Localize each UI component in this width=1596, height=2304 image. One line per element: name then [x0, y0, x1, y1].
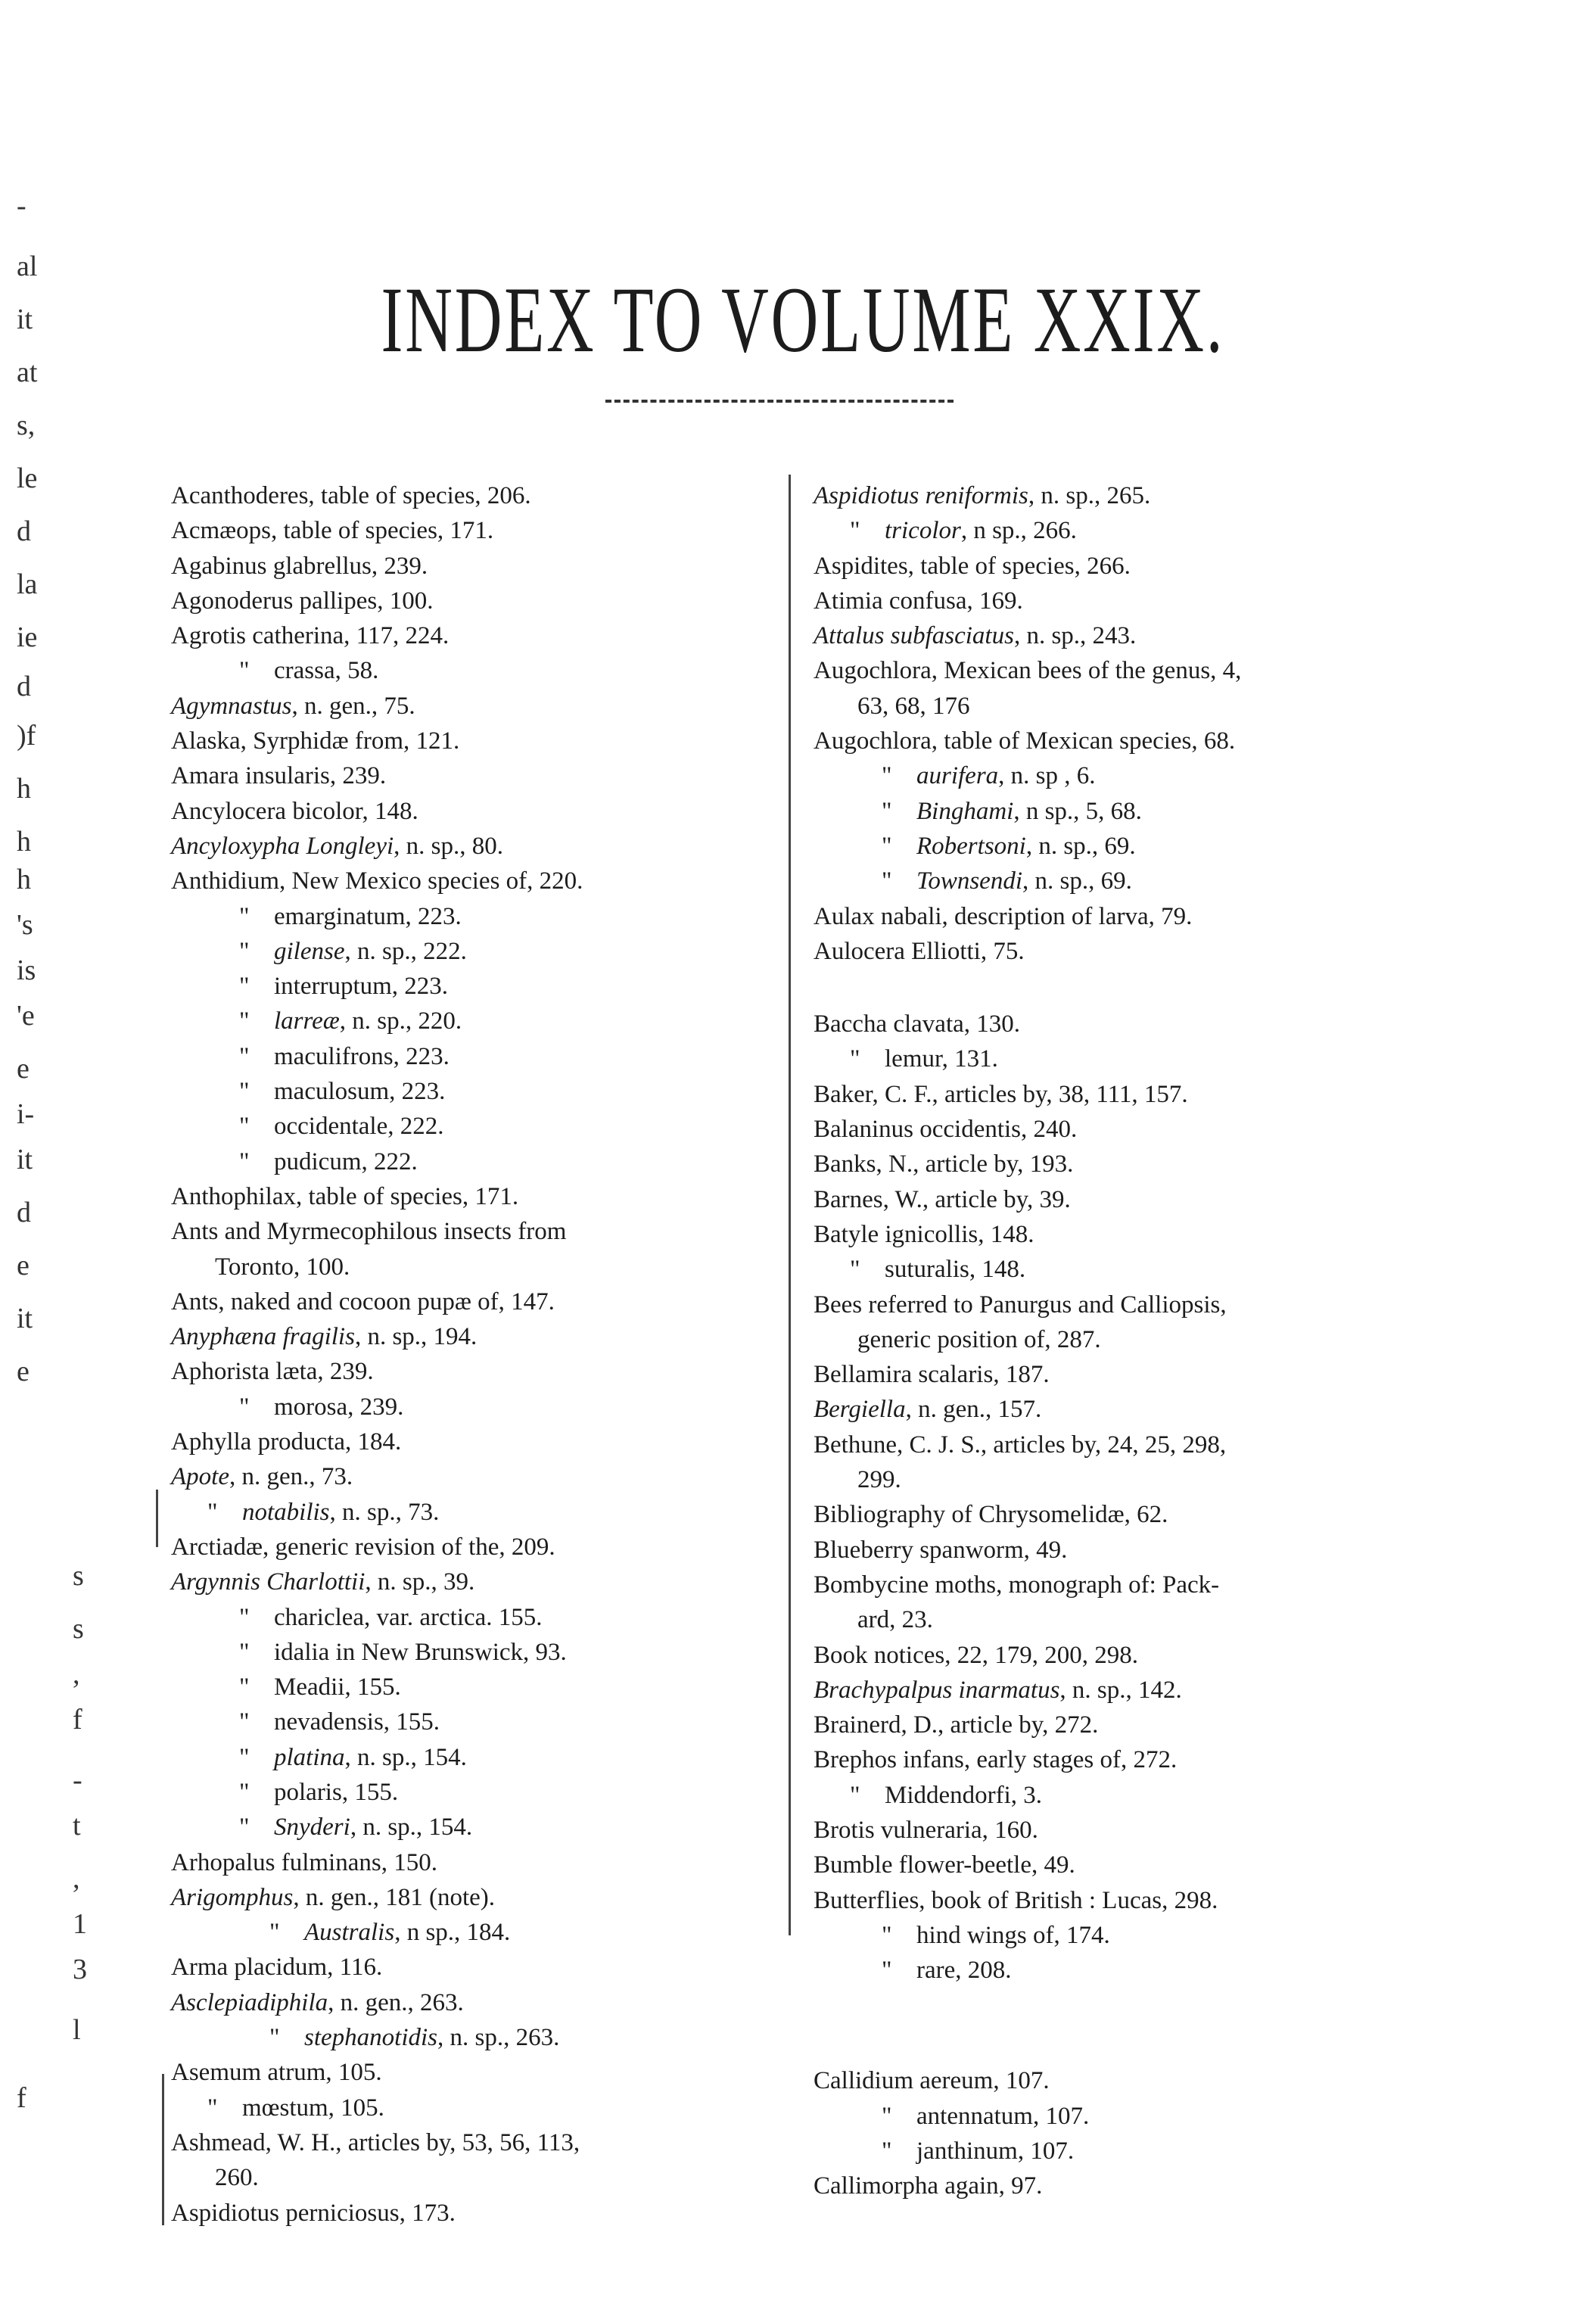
ditto-mark: "	[882, 2137, 892, 2165]
ditto-mark: "	[239, 657, 250, 685]
entry-text: , n sp., 184.	[394, 1919, 511, 1947]
entry-text: Atimia confusa, 169.	[814, 587, 1023, 615]
index-entry	[814, 513, 1428, 548]
entry-text: Brephos infans, early stages of, 272.	[814, 1746, 1178, 1774]
entry-text: Anthidium, New Mexico species of, 220.	[171, 867, 583, 895]
entry-text: Bombycine moths, monograph of: Pack-	[814, 1571, 1220, 1599]
index-entry	[814, 934, 1428, 969]
title-rule	[605, 400, 954, 403]
margin-fragment: s	[73, 1613, 84, 1645]
entry-text: Baccha clavata, 130.	[814, 1010, 1021, 1038]
ditto-mark: "	[850, 1045, 860, 1073]
entry-text: Augochlora, Mexican bees of the genus, 4,	[814, 657, 1242, 685]
index-entry	[814, 864, 1428, 898]
index-entry	[171, 1495, 780, 1530]
margin-fragment: d	[17, 671, 31, 702]
index-entry	[171, 2020, 780, 2055]
index-entry	[814, 1673, 1428, 1708]
entry-text: chariclea, var. arctica. 155.	[274, 1603, 543, 1631]
entry-text: , n. sp., 80.	[394, 832, 503, 860]
taxon-name: platina	[274, 1743, 345, 1771]
entry-text: , n. sp., 39.	[365, 1568, 475, 1596]
entry-text: Blueberry spanworm, 49.	[814, 1536, 1068, 1564]
entry-text: , n. sp., 265.	[1028, 482, 1151, 509]
entry-text: Bibliography of Chrysomelidæ, 62.	[814, 1501, 1168, 1529]
entry-text: Bees referred to Panurgus and Calliopsis,	[814, 1291, 1227, 1319]
ditto-mark: "	[239, 1113, 250, 1141]
index-entry	[814, 2134, 1428, 2169]
index-entry	[814, 1007, 1428, 1041]
entry-text: , n. sp., 69.	[1025, 832, 1136, 860]
margin-fragment: e	[17, 1053, 30, 1085]
index-entry	[171, 2055, 780, 2090]
taxon-name: Snyderi	[274, 1814, 350, 1842]
ditto-mark: "	[269, 1919, 280, 1947]
ditto-mark: "	[239, 1078, 250, 1106]
entry-text: Callimorpha again, 97.	[814, 2172, 1043, 2200]
entry-text: , n. gen., 181 (note).	[293, 1883, 496, 1911]
margin-fragment: t	[73, 1810, 81, 1842]
entry-text: , n. gen., 263.	[328, 1988, 464, 2016]
index-entry	[814, 1497, 1428, 1532]
entry-text: , n. sp , 6.	[998, 762, 1096, 790]
ditto-mark: "	[239, 1708, 250, 1736]
entry-text: 299.	[857, 1466, 901, 1494]
entry-text: Banks, N., article by, 193.	[814, 1150, 1074, 1178]
ditto-mark: "	[850, 1256, 860, 1284]
margin-fragment: e	[17, 1250, 30, 1281]
index-entry	[171, 1915, 780, 1950]
entry-text: 63, 68, 176	[857, 692, 970, 720]
entry-text: Middendorfi, 3.	[885, 1781, 1043, 1809]
index-entry	[814, 549, 1428, 584]
column-divider	[789, 475, 791, 1935]
entry-text: emarginatum, 223.	[274, 902, 462, 930]
margin-fragment: i-	[17, 1098, 35, 1130]
index-entry	[171, 1390, 780, 1424]
entry-text: occidentale, 222.	[274, 1113, 444, 1141]
ditto-mark: "	[882, 1921, 892, 1949]
ditto-mark: "	[239, 1743, 250, 1771]
index-entry	[814, 584, 1428, 618]
index-entry	[171, 1740, 780, 1775]
entry-text: Balaninus occidentis, 240.	[814, 1116, 1078, 1144]
ditto-mark: "	[850, 517, 860, 545]
index-entry	[171, 2160, 780, 2195]
entry-text: generic position of, 287.	[857, 1325, 1101, 1353]
entry-text: Acanthoderes, table of species, 206.	[171, 482, 531, 509]
entry-text: Augochlora, table of Mexican species, 68.	[814, 727, 1236, 755]
index-entry	[171, 478, 780, 513]
entry-text: Anthophilax, table of species, 171.	[171, 1182, 519, 1210]
margin-fragment: it	[17, 1303, 33, 1334]
entry-text: rare, 208.	[916, 1957, 1012, 1985]
entry-text: Arhopalus fulminans, 150.	[171, 1848, 437, 1876]
index-entry	[814, 478, 1428, 513]
taxon-name: Attalus subfasciatus	[814, 622, 1014, 650]
index-entry	[171, 899, 780, 934]
entry-text: Brainerd, D., article by, 272.	[814, 1711, 1099, 1739]
taxon-name: Aspidiotus reniformis	[814, 482, 1028, 509]
taxon-name: Australis	[304, 1919, 395, 1947]
ditto-mark: "	[882, 762, 892, 790]
entry-text: Agabinus glabrellus, 239.	[171, 552, 428, 580]
index-entry	[171, 1250, 780, 1284]
taxon-name: Bergiella	[814, 1396, 906, 1424]
taxon-name: Apote	[171, 1463, 229, 1491]
index-entry	[814, 2099, 1428, 2134]
index-entry	[171, 1810, 780, 1845]
ditto-mark: "	[882, 1957, 892, 1985]
ditto-mark: "	[239, 1603, 250, 1631]
index-entry	[814, 1742, 1428, 1777]
taxon-name: stephanotidis	[304, 2024, 438, 2052]
index-entry	[171, 1214, 780, 1249]
section-gap	[814, 969, 1428, 1007]
index-entry	[814, 618, 1428, 653]
index-entry	[814, 1708, 1428, 1742]
margin-fragment: f	[73, 1704, 82, 1736]
entry-text: Aspidites, table of species, 266.	[814, 552, 1131, 580]
index-entry	[814, 1848, 1428, 1882]
ditto-mark: "	[239, 1638, 250, 1666]
ditto-mark: "	[239, 1674, 250, 1702]
ditto-mark: "	[207, 2094, 218, 2122]
index-entry	[171, 2125, 780, 2160]
margin-fragment: ,	[73, 1863, 80, 1895]
margin-fragment: 3	[73, 1954, 87, 1985]
index-entry	[171, 653, 780, 688]
entry-text: lemur, 131.	[885, 1045, 998, 1073]
taxon-name: Robertsoni	[916, 832, 1026, 860]
margin-fragment: ,	[73, 1658, 80, 1690]
index-entry	[171, 1144, 780, 1179]
margin-fragment: l	[73, 2014, 81, 2046]
entry-text: Agrotis catherina, 117, 224.	[171, 622, 450, 650]
entry-text: Baker, C. F., articles by, 38, 111, 157.	[814, 1080, 1188, 1108]
index-entry	[171, 1004, 780, 1038]
ditto-mark: "	[239, 1147, 250, 1175]
ditto-mark: "	[239, 1778, 250, 1806]
entry-text: suturalis, 148.	[885, 1256, 1026, 1284]
margin-fragment: ie	[17, 621, 38, 653]
entry-text: pudicum, 222.	[274, 1147, 418, 1175]
index-entry	[171, 618, 780, 653]
index-entry	[814, 653, 1428, 688]
entry-text: , n. gen., 157.	[905, 1396, 1042, 1424]
entry-text: , n. sp., 154.	[350, 1814, 473, 1842]
ditto-mark: "	[239, 1393, 250, 1421]
entry-text: , n. gen., 73.	[229, 1463, 353, 1491]
index-entry	[814, 1147, 1428, 1182]
section-gap	[814, 1988, 1428, 2025]
taxon-name: Arigomphus	[171, 1883, 294, 1911]
index-entry	[171, 1775, 780, 1810]
entry-text: , n. sp., 263.	[437, 2024, 560, 2052]
taxon-name: notabilis	[242, 1498, 330, 1526]
index-entry	[171, 864, 780, 898]
taxon-name: Binghami	[916, 797, 1014, 825]
taxon-name: Agymnastus	[171, 692, 292, 720]
entry-text: idalia in New Brunswick, 93.	[274, 1638, 567, 1666]
ditto-mark: "	[882, 832, 892, 860]
entry-text: Ants and Myrmecophilous insects from	[171, 1218, 567, 1246]
index-entry	[814, 794, 1428, 829]
index-entry	[814, 1287, 1428, 1322]
margin-fragment: -	[73, 1764, 82, 1796]
index-entry	[171, 1670, 780, 1705]
index-entry	[171, 1319, 780, 1354]
index-entry	[814, 1953, 1428, 1988]
margin-fragment: 'e	[17, 1000, 35, 1032]
index-entry	[814, 1041, 1428, 1076]
entry-text: Ashmead, W. H., articles by, 53, 56, 113,	[171, 2128, 580, 2156]
index-entry	[814, 2063, 1428, 2098]
index-entry	[814, 758, 1428, 793]
index-entry	[171, 2091, 780, 2125]
margin-fragment: e	[17, 1356, 30, 1387]
index-entry	[814, 1883, 1428, 1918]
margin-fragment: h	[17, 826, 31, 858]
taxon-name: Ancyloxypha Longleyi	[171, 832, 394, 860]
entry-text: Bellamira scalaris, 187.	[814, 1361, 1050, 1389]
taxon-name: gilense	[274, 937, 345, 965]
entry-text: maculifrons, 223.	[274, 1042, 450, 1070]
index-entry	[814, 1252, 1428, 1287]
entry-text: Callidium aereum, 107.	[814, 2067, 1050, 2095]
ditto-mark: "	[239, 1042, 250, 1070]
entry-text: , n. sp., 69.	[1022, 867, 1132, 895]
index-entry	[171, 584, 780, 618]
index-entry	[171, 1705, 780, 1739]
index-entry	[171, 934, 780, 969]
margin-fragment: s,	[17, 409, 36, 441]
entry-text: Aulax nabali, description of larva, 79.	[814, 902, 1193, 930]
index-entry	[814, 1813, 1428, 1848]
index-entry	[171, 1845, 780, 1880]
ditto-mark: "	[239, 902, 250, 930]
entry-text: Aphorista læta, 239.	[171, 1358, 374, 1386]
index-entry	[814, 689, 1428, 724]
index-entry	[814, 1392, 1428, 1427]
entry-text: Aspidiotus perniciosus, 173.	[171, 2199, 456, 2227]
margin-fragment: 1	[73, 1908, 87, 1940]
index-entry	[814, 899, 1428, 934]
entry-text: , n. sp., 243.	[1013, 622, 1137, 650]
index-entry	[814, 1182, 1428, 1217]
entry-text: , n. sp., 222.	[344, 937, 467, 965]
index-entry	[814, 1357, 1428, 1392]
margin-bracket	[156, 1490, 158, 1547]
index-entry	[171, 689, 780, 724]
ditto-mark: "	[269, 2024, 280, 2052]
index-entry	[171, 1459, 780, 1494]
entry-text: Brotis vulneraria, 160.	[814, 1816, 1038, 1844]
taxon-name: Asclepiadiphila	[171, 1988, 328, 2016]
index-entry	[171, 1880, 780, 1915]
entry-text: Arctiadæ, generic revision of the, 209.	[171, 1533, 555, 1561]
index-entry	[171, 2196, 780, 2231]
entry-text: maculosum, 223.	[274, 1078, 446, 1106]
index-entry	[171, 829, 780, 864]
entry-text: Acmæops, table of species, 171.	[171, 517, 494, 545]
ditto-mark: "	[239, 973, 250, 1001]
entry-text: Arma placidum, 116.	[171, 1954, 383, 1982]
index-entry	[171, 1109, 780, 1144]
entry-text: janthinum, 107.	[916, 2137, 1075, 2165]
margin-fragment: it	[17, 1144, 33, 1175]
index-entry	[171, 1950, 780, 1985]
taxon-name: Anyphæna fragilis	[171, 1323, 355, 1351]
index-entry	[171, 1635, 780, 1670]
entry-text: Agonoderus pallipes, 100.	[171, 587, 434, 615]
entry-text: mœstum, 105.	[242, 2094, 384, 2122]
index-entry	[171, 794, 780, 829]
entry-text: Toronto, 100.	[215, 1253, 350, 1281]
ditto-mark: "	[239, 1007, 250, 1035]
entry-text: , n. gen., 75.	[291, 692, 415, 720]
entry-text: Book notices, 22, 179, 200, 298.	[814, 1641, 1138, 1669]
index-entry	[814, 1533, 1428, 1568]
index-entry	[814, 1568, 1428, 1602]
index-column-right	[814, 478, 1428, 2204]
index-entry	[171, 1565, 780, 1599]
index-entry	[171, 724, 780, 758]
index-entry	[171, 549, 780, 584]
margin-fragment: is	[17, 954, 36, 986]
entry-text: Bethune, C. J. S., articles by, 24, 25, 298,	[814, 1431, 1227, 1459]
margin-fragment: -	[17, 190, 26, 222]
ditto-mark: "	[239, 937, 250, 965]
margin-fragment: s	[73, 1560, 84, 1592]
index-entry	[814, 724, 1428, 758]
entry-text: Ants, naked and cocoon pupæ of, 147.	[171, 1287, 555, 1315]
index-entry	[814, 1428, 1428, 1462]
index-entry	[171, 513, 780, 548]
entry-text: , n sp., 5, 68.	[1013, 797, 1142, 825]
index-entry	[171, 1354, 780, 1389]
index-entry	[171, 1424, 780, 1459]
index-entry	[171, 1530, 780, 1565]
ditto-mark: "	[882, 867, 892, 895]
index-entry	[814, 1322, 1428, 1357]
entry-text: polaris, 155.	[274, 1778, 399, 1806]
entry-text: crassa, 58.	[274, 657, 379, 685]
taxon-name: aurifera	[916, 762, 999, 790]
entry-text: , n sp., 266.	[960, 517, 1077, 545]
margin-fragment: la	[17, 568, 38, 600]
entry-text: , n. sp., 154.	[344, 1743, 467, 1771]
index-entry	[171, 1074, 780, 1109]
margin-fragment: al	[17, 251, 38, 282]
index-entry	[814, 1778, 1428, 1813]
section-gap	[814, 2025, 1428, 2063]
entry-text: hind wings of, 174.	[916, 1921, 1110, 1949]
entry-text: Ancylocera bicolor, 148.	[171, 797, 418, 825]
ditto-mark: "	[882, 2102, 892, 2130]
margin-fragment: )f	[17, 720, 36, 752]
margin-fragment: it	[17, 304, 33, 335]
entry-text: Batyle ignicollis, 148.	[814, 1220, 1034, 1248]
margin-fragment: h	[17, 864, 31, 895]
index-entry	[814, 1602, 1428, 1637]
entry-text: nevadensis, 155.	[274, 1708, 440, 1736]
entry-text: antennatum, 107.	[916, 2102, 1090, 2130]
index-column-left	[171, 478, 780, 2231]
index-entry	[814, 829, 1428, 864]
margin-fragment: le	[17, 462, 38, 494]
margin-fragment: f	[17, 2082, 26, 2114]
index-entry	[171, 1039, 780, 1074]
index-entry	[814, 1077, 1428, 1112]
entry-text: Bumble flower-beetle, 49.	[814, 1851, 1075, 1879]
entry-text: Butterflies, book of British : Lucas, 298.	[814, 1886, 1218, 1914]
entry-text: , n. sp., 220.	[339, 1007, 462, 1035]
ditto-mark: "	[882, 797, 892, 825]
index-entry	[171, 758, 780, 793]
entry-text: , n. sp., 142.	[1059, 1676, 1182, 1704]
taxon-name: Argynnis Charlottii	[171, 1568, 366, 1596]
margin-fragment: d	[17, 1197, 31, 1228]
entry-text: , n. sp., 194.	[354, 1323, 478, 1351]
index-entry	[171, 969, 780, 1004]
index-entry	[814, 1217, 1428, 1252]
taxon-name: Townsendi	[916, 867, 1022, 895]
index-entry	[814, 1112, 1428, 1147]
margin-bracket	[162, 2074, 164, 2225]
ditto-mark: "	[207, 1498, 218, 1526]
entry-text: Asemum atrum, 105.	[171, 2059, 382, 2087]
index-entry	[814, 1918, 1428, 1953]
entry-text: ard, 23.	[857, 1606, 933, 1634]
entry-text: Aulocera Elliotti, 75.	[814, 937, 1025, 965]
taxon-name: larreæ	[274, 1007, 340, 1035]
index-entry	[171, 1284, 780, 1319]
page-title: INDEX TO VOLUME XXIX.	[381, 268, 1225, 372]
index-entry	[814, 1638, 1428, 1673]
entry-text: Meadii, 155.	[274, 1674, 401, 1702]
taxon-name: Brachypalpus inarmatus	[814, 1676, 1060, 1704]
entry-text: morosa, 239.	[274, 1393, 404, 1421]
margin-fragment: 's	[17, 909, 33, 941]
index-entry	[171, 1179, 780, 1214]
index-entry	[171, 1600, 780, 1635]
margin-fragment: d	[17, 515, 31, 547]
index-entry	[171, 1985, 780, 2020]
entry-text: Amara insularis, 239.	[171, 762, 387, 790]
taxon-name: tricolor	[885, 517, 961, 545]
entry-text: Alaska, Syrphidæ from, 121.	[171, 727, 460, 755]
entry-text: interruptum, 223.	[274, 973, 449, 1001]
margin-fragment: at	[17, 356, 38, 388]
entry-text: , n. sp., 73.	[329, 1498, 440, 1526]
margin-fragment: h	[17, 773, 31, 805]
index-entry	[814, 2169, 1428, 2203]
entry-text: Aphylla producta, 184.	[171, 1428, 402, 1456]
ditto-mark: "	[239, 1814, 250, 1842]
entry-text: Barnes, W., article by, 39.	[814, 1185, 1071, 1213]
ditto-mark: "	[850, 1781, 860, 1809]
index-entry	[814, 1462, 1428, 1497]
entry-text: 260.	[215, 2164, 259, 2192]
